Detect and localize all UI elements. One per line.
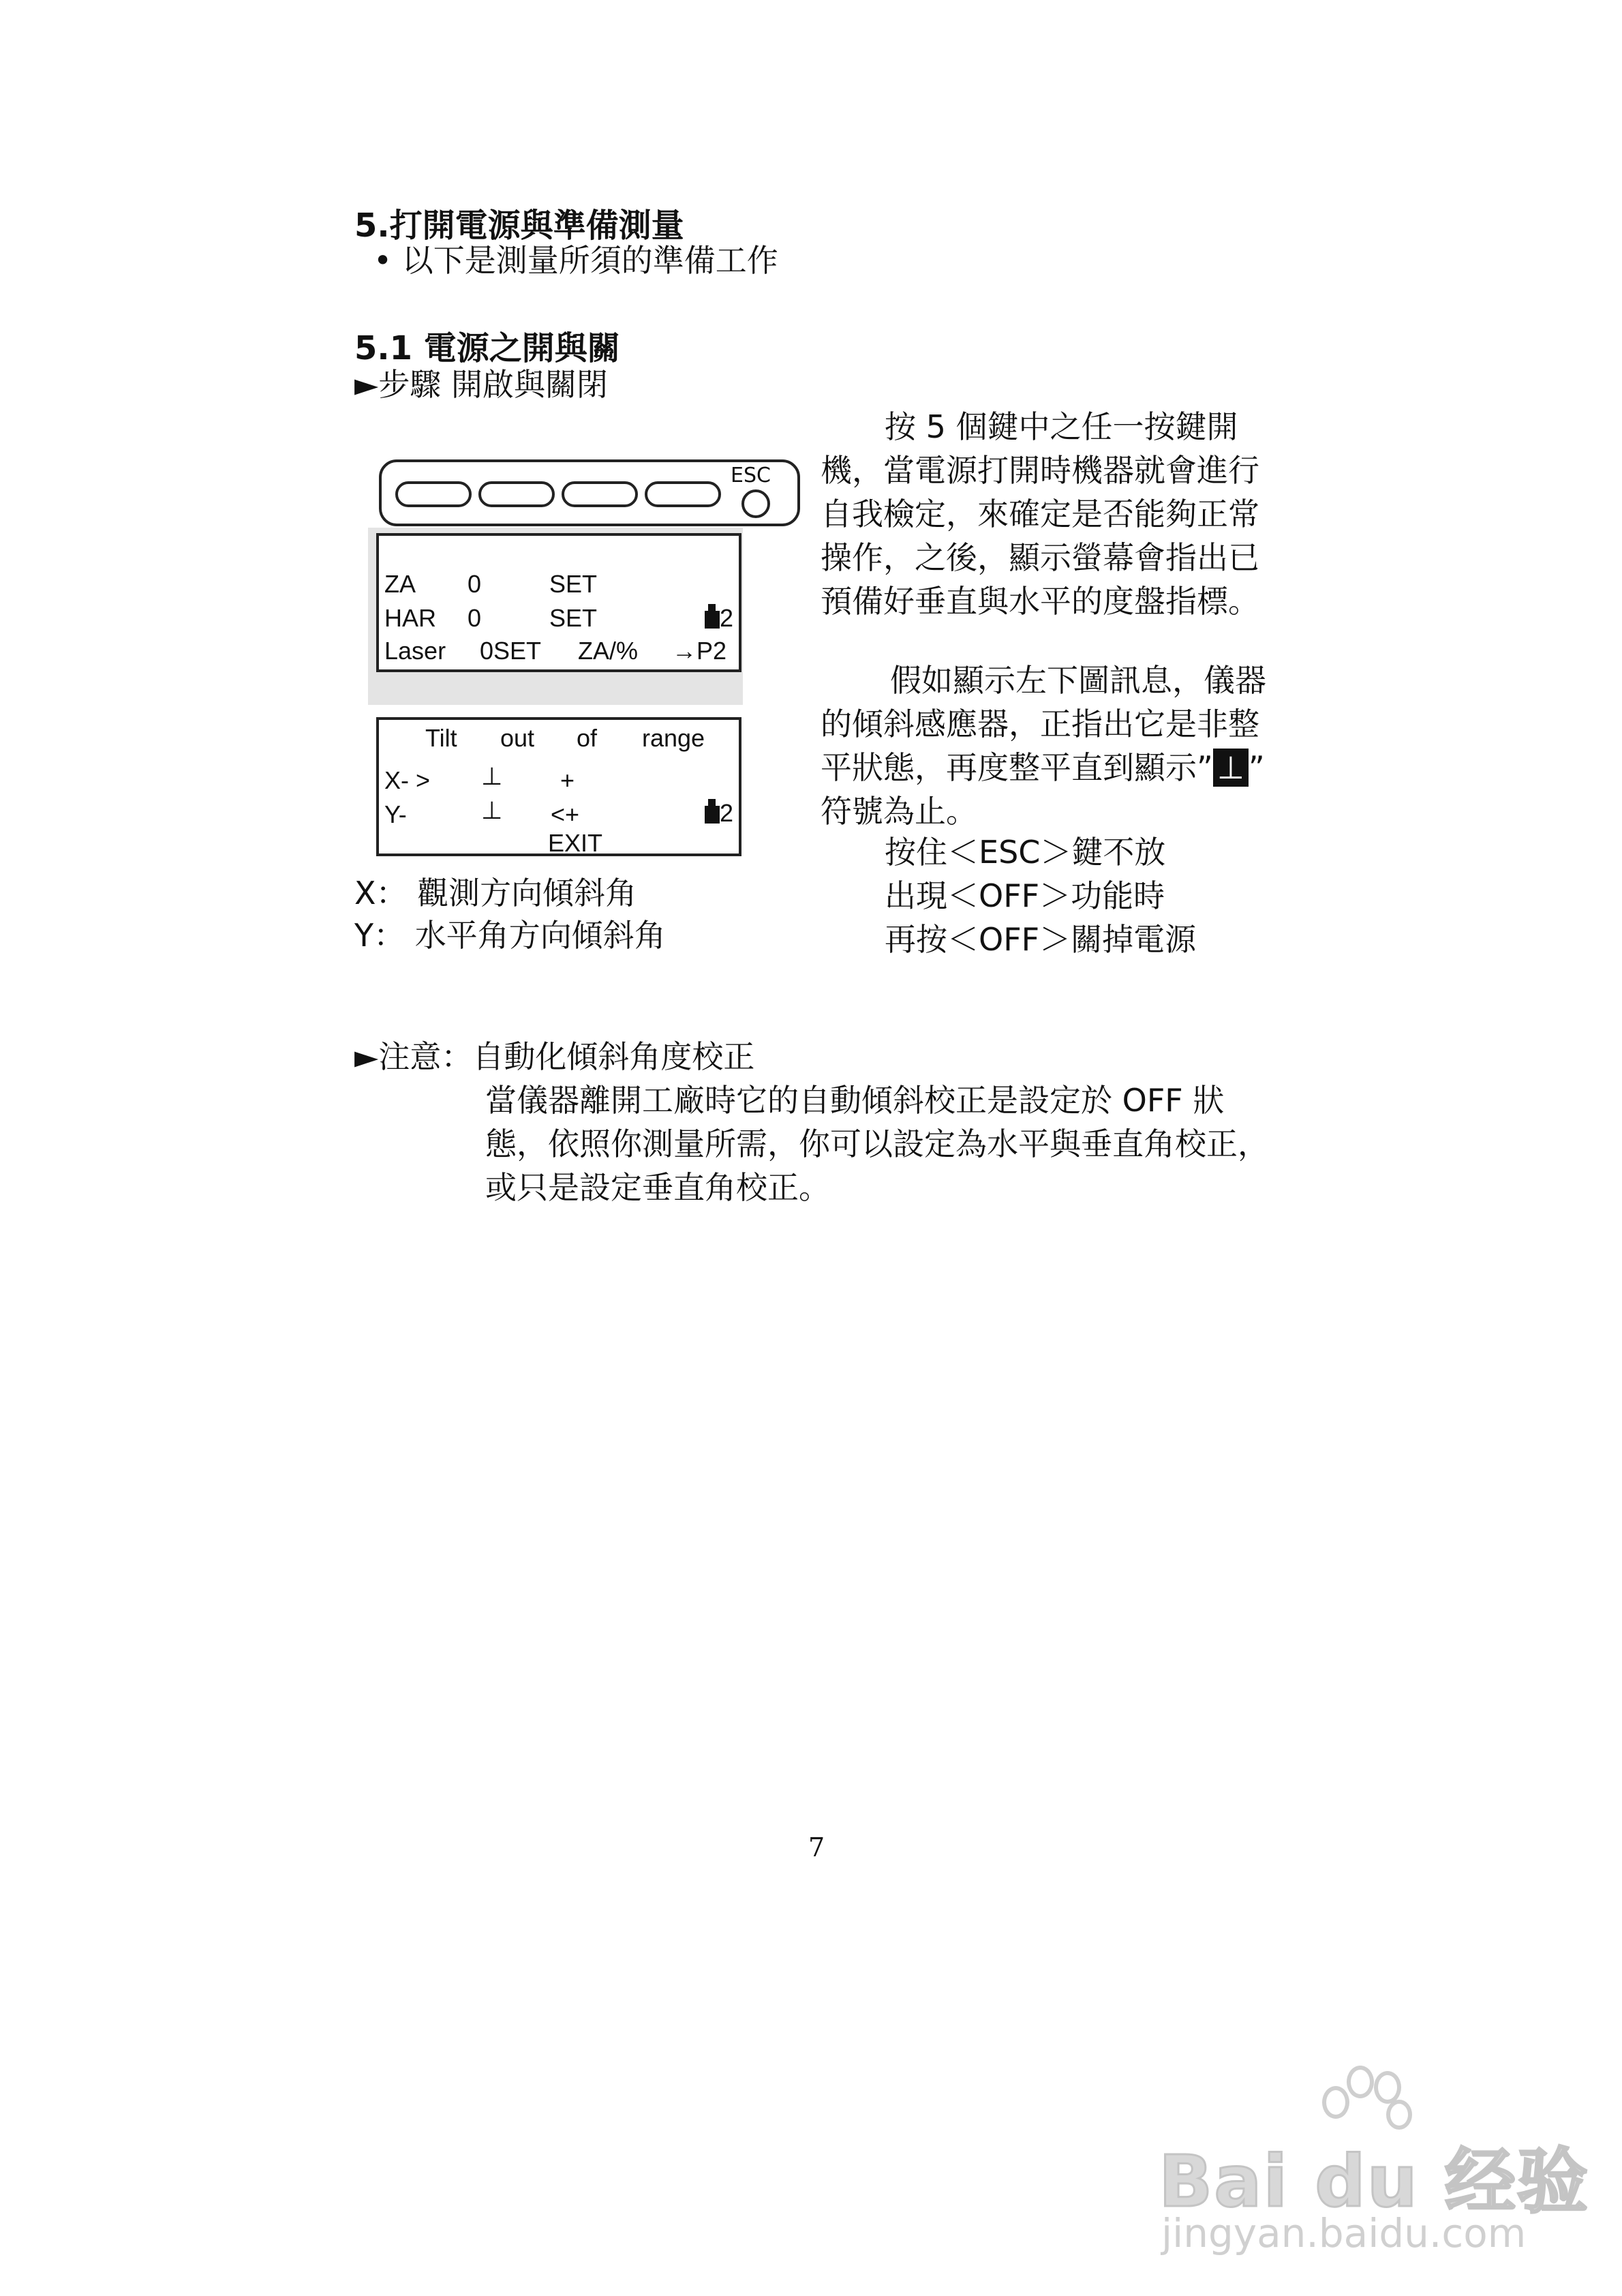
watermark xyxy=(1145,2059,1589,2263)
esc-label: ESC xyxy=(731,464,771,487)
tilt-x-level-icon: ⊥ xyxy=(481,762,503,790)
power-step-1: 按住＜ESC＞鍵不放 xyxy=(885,834,1166,871)
right-p2-line-3-quote: ” xyxy=(1248,749,1265,786)
tilt-title-word-4: range xyxy=(642,724,705,752)
tilt-y-label: Y- xyxy=(384,800,407,828)
function-key-1 xyxy=(395,481,472,507)
watermark-logo: Bai du 经验 xyxy=(1159,2140,1589,2223)
level-symbol-mark: ⊥ xyxy=(1213,749,1249,787)
lcd-page-indicator: →P2 xyxy=(672,637,727,665)
tilt-title-word-2: out xyxy=(500,724,535,752)
right-p1-line-1: 按 5 個鍵中之任一按鍵開 xyxy=(885,408,1238,445)
esc-key xyxy=(741,489,770,518)
battery-icon xyxy=(705,611,720,629)
note-body-line-1: 當儀器離開工廠時它的自動傾斜校正是設定於 OFF 狀 xyxy=(485,1082,1225,1119)
lcd-har-value: 0 xyxy=(468,604,482,632)
lcd-za-percent-label: ZA/% xyxy=(578,637,639,665)
tilt-x-direction: + xyxy=(560,766,575,794)
lcd-za-set: SET xyxy=(549,570,598,598)
page-number: 7 xyxy=(808,1832,825,1862)
tilt-exit-label: EXIT xyxy=(548,829,603,857)
right-p1-line-5: 預備好垂直與水平的度盤指標。 xyxy=(821,583,1259,620)
function-key-4 xyxy=(645,481,721,507)
right-p2-line-2: 的傾斜感應器，正指出它是非整 xyxy=(821,706,1259,742)
power-step-3: 再按＜OFF＞關掉電源 xyxy=(885,921,1197,958)
function-key-2 xyxy=(478,481,555,507)
tilt-y-level-icon: ⊥ xyxy=(481,796,503,824)
section-bullet: • 以下是測量所須的準備工作 xyxy=(373,242,778,279)
right-p1-line-3: 自我檢定，來確定是否能夠正常 xyxy=(821,496,1259,532)
right-p2-line-4: 符號為止。 xyxy=(821,793,977,830)
right-p2-line-3-text: 平狀態，再度整平直到顯示” xyxy=(821,749,1213,786)
lcd-screen-main xyxy=(376,533,741,672)
right-p1-line-4: 操作，之後，顯示螢幕會指出已 xyxy=(821,539,1259,576)
step-heading: ►步驟 開啟與關閉 xyxy=(354,366,608,403)
lcd-za-value: 0 xyxy=(468,570,482,598)
lcd-0set-label: 0SET xyxy=(480,637,542,665)
keypad-panel xyxy=(379,459,800,526)
note-body-line-3: 或只是設定垂直角校正。 xyxy=(485,1169,830,1206)
axis-note-x: X： 觀測方向傾斜角 xyxy=(354,875,637,911)
axis-note-y: Y： 水平角方向傾斜角 xyxy=(354,917,666,954)
battery-icon xyxy=(705,806,720,824)
lcd-laser-label: Laser xyxy=(384,637,446,665)
tilt-title-word-3: of xyxy=(577,724,598,752)
lcd-za-label: ZA xyxy=(384,570,416,598)
right-p1-line-2: 機，當電源打開時機器就會進行 xyxy=(821,452,1259,489)
tilt-battery-level: 2 xyxy=(720,799,734,827)
lcd-har-label: HAR xyxy=(384,604,437,632)
power-step-2: 出現＜OFF＞功能時 xyxy=(885,877,1165,914)
function-key-3 xyxy=(562,481,638,507)
tilt-title-word-1: Tilt xyxy=(425,724,457,752)
note-heading: ►注意：自動化傾斜角度校正 xyxy=(354,1038,755,1075)
right-p2-line-3 xyxy=(821,746,1265,789)
tilt-x-label: X- > xyxy=(384,766,431,794)
right-p2-line-1: 假如顯示左下圖訊息，儀器 xyxy=(890,662,1266,699)
note-body-line-2: 態，依照你測量所需，你可以設定為水平與垂直角校正， xyxy=(485,1126,1269,1162)
subsection-title: 5.1 電源之開與關 xyxy=(354,329,620,367)
section-title: 5.打開電源與準備測量 xyxy=(354,207,684,245)
tilt-y-direction: <+ xyxy=(551,800,580,828)
lcd-screen-tilt xyxy=(376,717,741,856)
lcd-har-set: SET xyxy=(549,604,598,632)
watermark-url: jingyan.baidu.com xyxy=(1161,2210,1527,2256)
lcd-battery-level: 2 xyxy=(720,604,734,632)
